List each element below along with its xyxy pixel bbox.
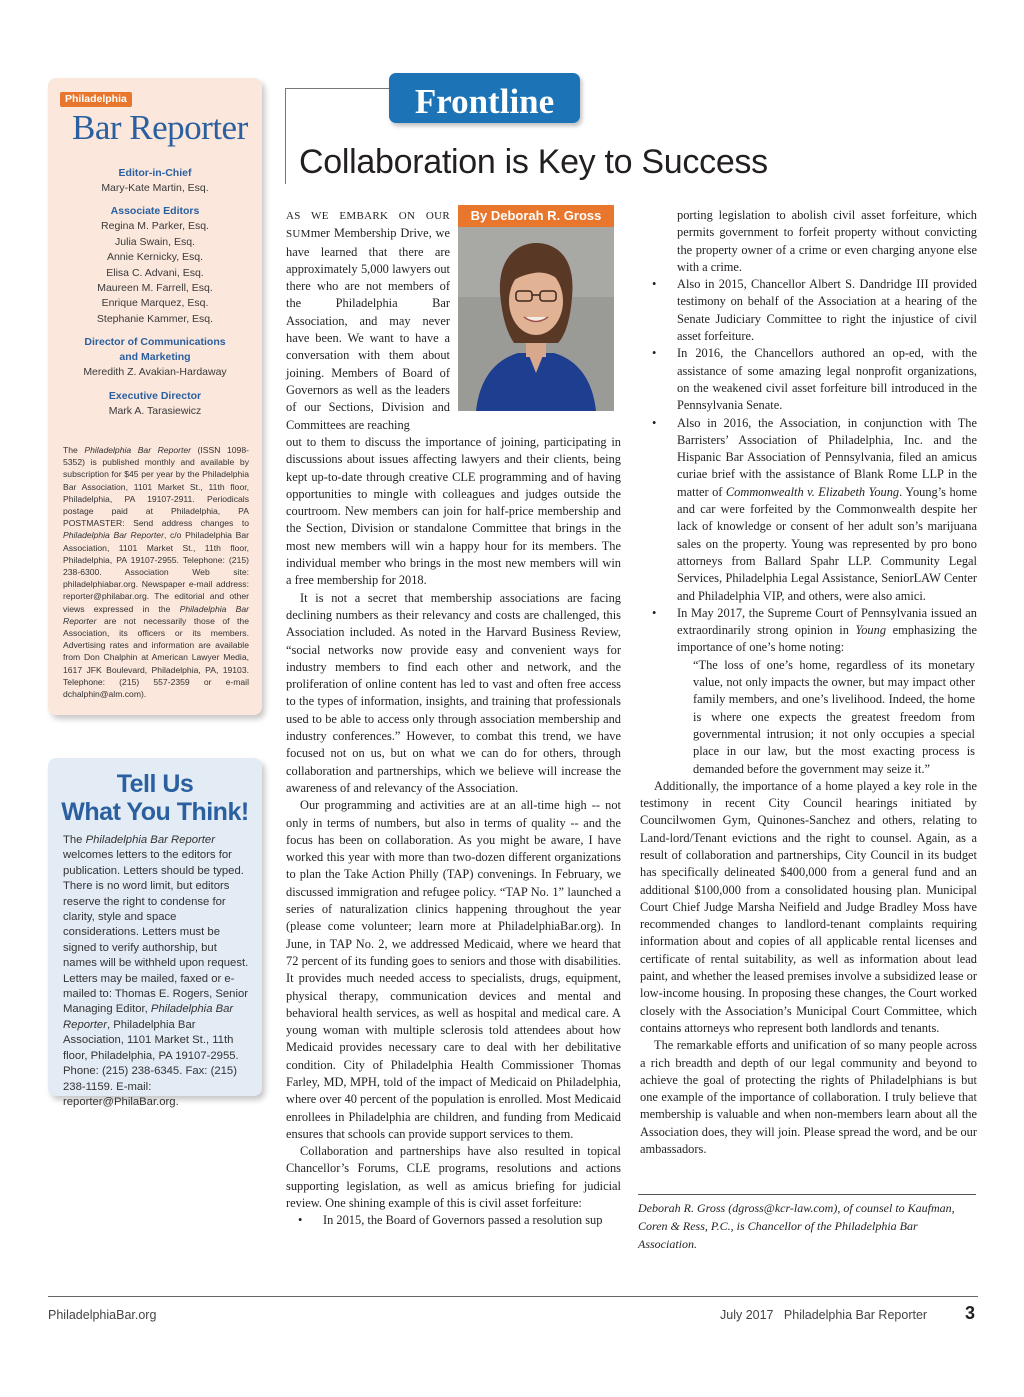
associate-editor: Regina M. Parker, Esq. [101, 220, 209, 233]
associate-editor: Annie Kernicky, Esq. [106, 251, 204, 264]
associate-editor: Elisa C. Advani, Esq. [106, 266, 204, 279]
block-quote: “The loss of one’s home, regardless of its monetary value, not only impacts the owner, but may impact other family members, and one’s livelihood. Indeed, the home is where one expects the greatest freedom from governmental intrusion; it not only occupies a special place in our law, but the most exacting process is demanded before the government may seize it.” [693, 657, 975, 776]
bullet-item: • Also in 2015, Chancellor Albert S. Dandridge III provided testimony on behalf of the Association at a hearing of the Senate Judiciary Committee to right the injustice of civil asset forfeiture. [652, 277, 977, 344]
article-col1-upper [286, 207, 450, 434]
associate-editor: Enrique Marquez, Esq. [101, 297, 209, 310]
byline: By Deborah R. Gross [458, 205, 614, 227]
director-label-2: and Marketing [119, 351, 191, 364]
page-number: 3 [965, 1303, 976, 1323]
director-label: Director of Communications [84, 336, 226, 349]
article-paragraph: AS WE EMBARK ON OUR SUMmer Membership Drive, we have learned that there are approximately 5,000 lawyers out there who are not members of the Philadelphia Bar Association, and may never have been. We want to have a conversation with them about joining. Members of Board of Governors as well as the leaders of our Sections, Division and Committees are reaching [286, 210, 450, 432]
associate-editor: Maureen M. Farrell, Esq. [97, 282, 213, 295]
staff-list [56, 166, 254, 419]
bullet-item: • Also in 2016, the Association, in conjunction with The Barristers’ Association of Philadelphia, Inc. and the Hispanic Bar Association of Pennsylvania, filed an amicus curiae brief with the assistance of Blank Rome LLP in the matter of Commonwealth v. Elizabeth Young. Young’s home and car were forfeited by the Commonwealth despite her lack of knowledge or consent of her adult son’s marijuana sales on the property. Young was represented by pro bono attorneys from Ballard Spahr LLP. Community Legal Services, Philadelphia Legal Assistance, SeniorLAW Center and Philadelphia VIP, and others, were also amici. [652, 415, 977, 603]
executive-director-label: Executive Director [108, 389, 202, 402]
associate-editor: Julia Swain, Esq. [115, 235, 195, 248]
associate-editors-label: Associate Editors [110, 205, 200, 218]
letters-body: The Philadelphia Bar Reporter welcomes letters to the editors for publication. Letters should be typed. There is no word limit, but editors reserve the right to condense for clarity, style and space considerations. Letters must be signed to verify authorship, but names will be withheld upon request. Letters may be mailed, faxed or e-mailed to: Thomas E. Rogers, Senior Managing Editor, Philadelphia Bar Reporter, Philadelphia Bar Association, 1101 Market St., 11th floor, Philadelphia, PA 19107-2955. Phone: (215) 238-6345. Fax: (215) 238-1159. E-mail: reporter@PhilaBar.org. [63, 834, 249, 1108]
footer-rule [48, 1296, 978, 1297]
masthead-box [48, 78, 262, 715]
article-paragraph: Our programming and activities are at an all-time high -- not only in terms of numbers, but also in terms of quality -- and the focus has been on collaboration. As you might be aware, I have worked this year with more than two-dozen different organizations to plan the Take Action Philly (TAP) convenings. In February, we discussed immigration and refugee policy. “TAP No. 1” launched a series of naturalization clinics happening throughout the year (please come volunteer; learn more at PhiladelphiaBar.org). In June, in TAP No. 2, we addressed Medicaid, where we heard that 72 percent of its funding goes to seniors and those with disabilities. It provides much needed access to specialists, drugs, equipment, physical therapy, communication devices and mental and behavioral health services, as well as hospital and medical care. A young woman with multiple sclerosis told attendees about how Medicaid provides necessary care to deal with her debilitative condition. City of Philadelphia Health Commissioner Thomas Farley, MD, MPH, told of the impact of Medicaid on Philadelphia, where over 40 percent of the population is enrolled. Most Medicaid enrollees in Philadelphia are children, and funding from Medicaid ensures that schools can provide support services to them. [286, 798, 621, 1141]
footer-website: PhiladelphiaBar.org [48, 1308, 157, 1322]
author-photo [458, 227, 614, 411]
article-paragraph: Additionally, the importance of a home played a key role in the testimony in recent City Council hearings initiated by Councilwomen Gym, Quinones-Sanchez and others, relating to Land-lord/Tenant evictions and the right to counsel. Again, as a result of collaboration and partnerships, City Council in its budget has specifically delineated $400,000 from a general fund and an additional $100,000 from a consolidated housing plan. Municipal Court Chief Judge Marsha Neifield and Judge Bradley Moss have recommended changes to landlord-tenant complaints requiring information about and copies of all applicable rental licenses and certificate of rental suitability, as well as information about lead paint, and whether the leased premises involve a subsidized lease or low-income housing. In proposing these changes, the Court worked closely with the Association’s Municipal Court Committee, which contains attorneys who represent both landlords and tenants. [640, 778, 977, 1035]
article-paragraph: Collaboration and partnerships have also resulted in topical Chancellor’s Forums, CLE programs, resolutions and actions supporting legislation, as well as amicus briefing for judicial review. One shining example of this is civil asset forfeiture: [286, 1144, 621, 1211]
article-paragraph: The remarkable efforts and unification of so many people across a rich breadth and depth of our legal community and beyond to achieve the goal of protecting the rights of Philadelphians is but one example of the importance of collaboration. I truly believe that membership is valuable and when non-members learn about all the Association does, they will join. Please spread the word, and be our ambassadors. [640, 1038, 977, 1157]
letters-heading: Tell Us What You Think! [61, 770, 249, 826]
bullet-item-continued: porting legislation to abolish civil asset forfeiture, which permits government to forfeit property without convicting the property owner of a crime or even charging anyone else with a crime. [677, 208, 977, 274]
letters-box [48, 758, 262, 1108]
article-paragraph: It is not a secret that membership associations are facing declining numbers as their relevancy and costs are challenged, this Association included. As noted in the Harvard Business Review, “social networks now provide easy and convenient ways for industry members to find each other and network, and the proliferation of online content has led to vast and often free access to the types of information, insights, and training that professionals used to be able to access only through association membership and industry conferences.” However, to combat this trend, we have focused not on us, but on what we can do for others, through collaboration and partnerships, which we believe will increase the awareness of and relevancy of the Association. [286, 590, 621, 795]
publication-notice: The Philadelphia Bar Reporter (ISSN 1098-5352) is published monthly and available by subscription for $45 per year by the Philadelphia Bar Association, 1101 Market St., 11th floor, Philadelphia, PA 19107-2911. Periodicals postage paid at Philadelphia, PA POSTMASTER: Send address changes to Philadelphia Bar Reporter, c/o Philadelphia Bar Association, 1101 Market St., 11th floor, Philadelphia, PA 19107-2955. Telephone: (215) 238-6300. Association Web site: philadelphiabar.org. Newspaper e-mail address: reporter@philabar.org. The editorial and other views expressed in the Philadelphia Bar Reporter are not necessarily those of the Association, its officers or its members. Advertising rates and information are available from Don Chalphin at American Lawyer Media, 1617 JFK Boulevard, Philadelphia, PA, 19103. Telephone: (215) 557-2359 or e-mail dchalphin@alm.com). [63, 445, 249, 700]
bullet-item: • In May 2017, the Supreme Court of Pennsylvania issued an extraordinarily strong opinion in Young emphasizing the importance of one’s home noting: [652, 605, 977, 655]
author-photo-box [458, 205, 614, 411]
bullet-item: • In 2016, the Chancellors authored an op-ed, with the assistance of some amazing legal nonprofit organizations, on the weakened civil asset forfeiture bill introduced in the Pennsylvania Senate. [652, 346, 977, 413]
director-name: Meredith Z. Avakian-Hardaway [83, 366, 227, 379]
article-col1-lower [286, 434, 621, 1230]
article-paragraph: out to them to discuss the importance of joining, participating in discussions about issues affecting lawyers and their clients, being kept up-to-date through creative CLE programming and of having opportunities to mingle with colleagues and judges outside the courtroom. New members can join for half-price membership and the Section, Division or standalone Committee that brings in the most new members will win a happy hour for its members. The individual member who brings in the most new members will win a free membership for 2018. [286, 435, 621, 588]
article-col2 [640, 207, 977, 1158]
signature-rule [638, 1194, 976, 1195]
article-title: Collaboration is Key to Success [299, 143, 768, 181]
editor-in-chief-label: Editor-in-Chief [118, 167, 192, 179]
masthead-kicker: Philadelphia [60, 92, 132, 107]
footer-issue: July 2017 Philadelphia Bar Reporter [720, 1308, 928, 1322]
bullet-item: • In 2015, the Board of Governors passed a resolution sup [298, 1213, 603, 1228]
masthead-logo: Bar Reporter [72, 108, 248, 147]
header-rule-vertical [285, 88, 286, 184]
executive-director-name: Mark A. Tarasiewicz [108, 404, 202, 417]
header-rule-horizontal [285, 88, 389, 89]
associate-editor: Stephanie Kammer, Esq. [96, 312, 214, 325]
section-banner: Frontline [389, 73, 580, 123]
editor-in-chief-name: Mary-Kate Martin, Esq. [101, 182, 209, 194]
author-signature: Deborah R. Gross (dgross@kcr-law.com), of counsel to Kaufman, Coren & Ress, P.C., is Chancellor of the Philadelphia Bar Association. [638, 1201, 955, 1251]
